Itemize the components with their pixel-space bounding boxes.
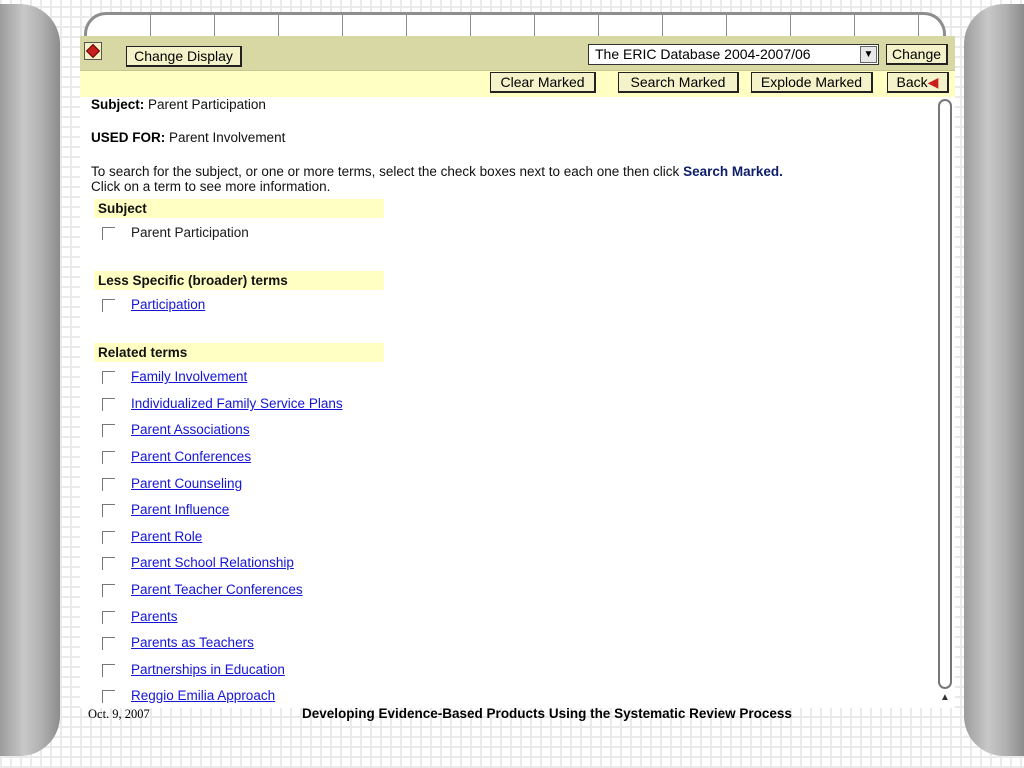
section-header-broader: Less Specific (broader) terms [94, 271, 384, 290]
term-link[interactable]: Parent Associations [131, 422, 250, 437]
term-link[interactable]: Parent Teacher Conferences [131, 582, 303, 597]
binder-frame [84, 12, 946, 36]
dropdown-arrow-icon[interactable]: ▼ [860, 46, 877, 63]
term-checkbox[interactable] [102, 664, 115, 677]
search-marked-button[interactable]: Search Marked [618, 72, 739, 93]
term-checkbox[interactable] [102, 504, 115, 517]
thesaurus-content [80, 97, 946, 708]
used-for-line [91, 130, 285, 145]
change-button[interactable]: Change [886, 44, 948, 65]
scroll-thumb[interactable] [938, 99, 952, 689]
explode-marked-button[interactable]: Explode Marked [751, 72, 873, 93]
term-link[interactable]: Parent Role [131, 529, 203, 544]
term-link[interactable]: Reggio Emilia Approach [131, 688, 276, 703]
term-checkbox[interactable] [102, 557, 115, 570]
left-decorative-pillar [0, 4, 60, 756]
term-checkbox[interactable] [102, 398, 115, 411]
subject-line [91, 97, 266, 112]
footer-date: Oct. 9, 2007 [88, 707, 150, 721]
instructions-line-2: Click on a term to see more information. [91, 179, 331, 194]
term-checkbox[interactable] [102, 584, 115, 597]
scroll-up-icon[interactable]: ▲ [940, 692, 950, 703]
subject-label: Subject: [91, 97, 145, 112]
term-label: Parent Participation [131, 225, 249, 240]
term-checkbox[interactable] [102, 690, 115, 703]
used-for-label: USED FOR: [91, 130, 166, 145]
logo-icon[interactable] [84, 42, 102, 60]
term-link[interactable]: Parent School Relationship [131, 555, 294, 570]
term-link[interactable]: Partnerships in Education [131, 662, 285, 677]
term-checkbox[interactable] [102, 478, 115, 491]
change-display-button[interactable]: Change Display [126, 46, 242, 67]
marked-actions-bar [80, 71, 955, 97]
footer-title: Developing Evidence-Based Products Using the Systematic Review Process [302, 706, 792, 721]
term-link[interactable]: Parent Conferences [131, 449, 252, 464]
vertical-scrollbar[interactable] [937, 98, 954, 707]
term-checkbox[interactable] [102, 227, 115, 240]
clear-marked-button[interactable]: Clear Marked [490, 72, 596, 93]
term-link[interactable]: Participation [131, 297, 206, 312]
subject-value: Parent Participation [148, 97, 266, 112]
eric-thesaurus-window [80, 36, 955, 708]
term-checkbox[interactable] [102, 451, 115, 464]
section-header-related: Related terms [94, 343, 384, 362]
section-header-subject: Subject [94, 199, 384, 218]
term-checkbox[interactable] [102, 371, 115, 384]
term-link[interactable]: Parent Influence [131, 502, 230, 517]
instructions-text: To search for the subject, or one or more terms, select the check boxes next to each one then click [91, 164, 684, 179]
term-link[interactable]: Parents [131, 609, 178, 624]
term-checkbox[interactable] [102, 531, 115, 544]
term-checkbox[interactable] [102, 611, 115, 624]
database-select[interactable] [588, 44, 879, 65]
right-decorative-pillar [964, 4, 1024, 756]
back-button[interactable] [887, 72, 949, 93]
term-checkbox[interactable] [102, 299, 115, 312]
main-toolbar [80, 36, 955, 71]
term-link[interactable]: Family Involvement [131, 369, 248, 384]
term-link[interactable]: Individualized Family Service Plans [131, 396, 343, 411]
instructions-line-1 [91, 164, 783, 179]
database-select-value: The ERIC Database 2004-2007/06 [595, 46, 811, 62]
term-checkbox[interactable] [102, 637, 115, 650]
back-label: Back [896, 74, 928, 90]
term-link[interactable]: Parents as Teachers [131, 635, 254, 650]
term-link[interactable]: Parent Counseling [131, 476, 243, 491]
instructions-emphasis: Search Marked. [683, 164, 783, 179]
used-for-value: Parent Involvement [169, 130, 286, 145]
term-checkbox[interactable] [102, 424, 115, 437]
back-arrow-icon: ◀ [927, 74, 939, 90]
